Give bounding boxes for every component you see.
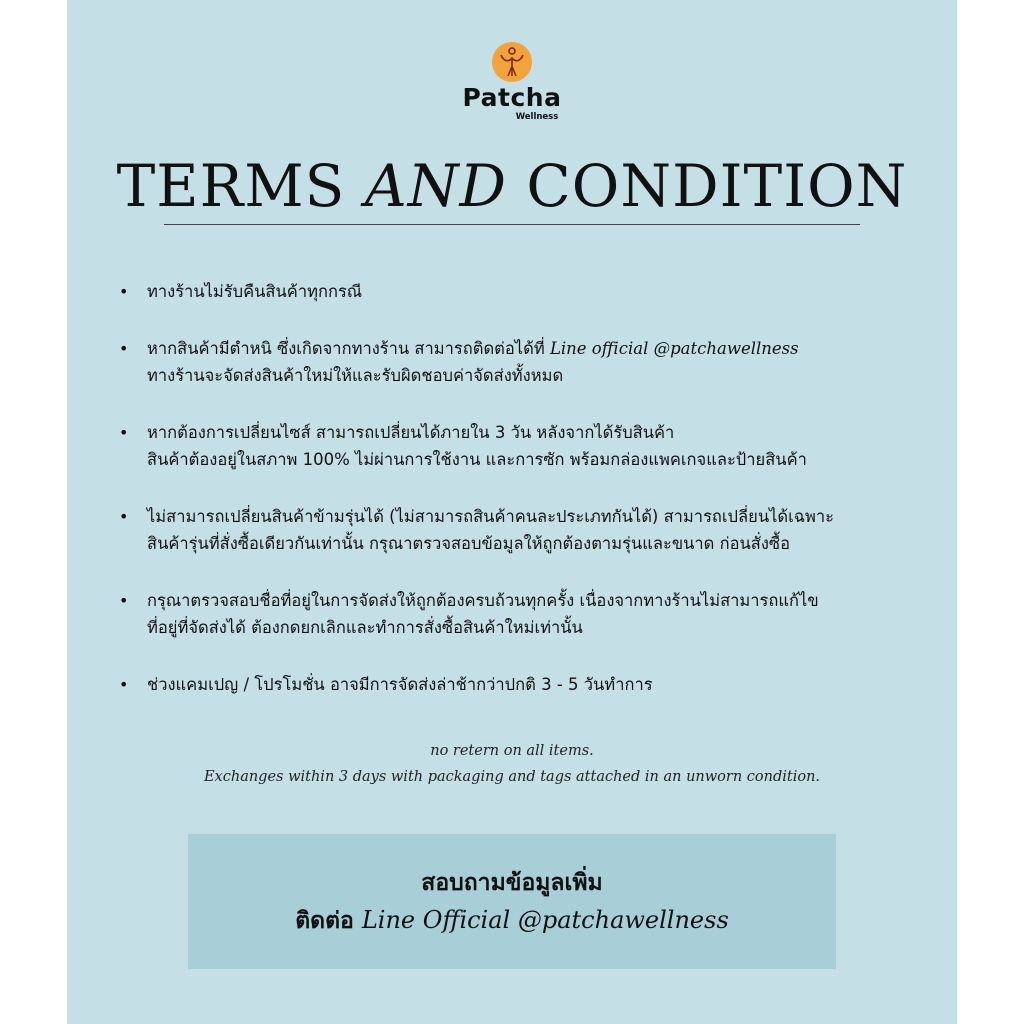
bullet-icon: • <box>119 591 129 610</box>
title-part3: CONDITION <box>506 152 908 220</box>
list-item <box>115 503 935 557</box>
item-line: ทางร้านจะจัดส่งสินค้าใหม่ให้และรับผิดชอบค่าจัดส่งทั้งหมด <box>147 366 564 385</box>
brand-name: Patcha <box>462 83 562 112</box>
person-arms-up-icon <box>492 42 532 82</box>
list-item <box>115 335 935 389</box>
line-official-link: Line official @patchawellness <box>549 339 799 358</box>
title-part2: AND <box>364 152 507 220</box>
contact-heading: สอบถามข้อมูลเพิ่ม <box>421 870 603 896</box>
bullet-icon: • <box>119 507 129 526</box>
item-line: กรุณาตรวจสอบชื่อที่อยู่ในการจัดส่งให้ถูกต้องครบถ้วนทุกครั้ง เนื่องจากทางร้านไม่สามารถแก้ไข <box>147 591 819 610</box>
brand-sub: Wellness <box>515 112 559 122</box>
note-line: Exchanges within 3 days with packaging and tags attached in an unworn condition. <box>203 769 821 785</box>
terms-list <box>115 278 935 728</box>
contact-box <box>188 834 836 969</box>
title-divider <box>164 224 860 225</box>
list-item <box>115 278 935 305</box>
contact-line-official: Line Official @patchawellness <box>361 906 729 934</box>
item-line: ที่อยู่ที่จัดส่งได้ ต้องกดยกเลิกและทำการสั่งซื้อสินค้าใหม่เท่านั้น <box>147 618 583 637</box>
list-item <box>115 671 935 698</box>
title-part1: TERMS <box>116 152 365 220</box>
bullet-icon: • <box>119 423 129 442</box>
item-line: สินค้าต้องอยู่ในสภาพ 100% ไม่ผ่านการใช้งาน และการซัก พร้อมกล่องแพคเกจและป้ายสินค้า <box>147 450 807 469</box>
note-line: no retern on all items. <box>430 743 594 759</box>
list-item <box>115 587 935 641</box>
bullet-icon: • <box>119 675 129 694</box>
item-line: สินค้ารุ่นที่สั่งซื้อเดียวกันเท่านั้น กรุณาตรวจสอบข้อมูลให้ถูกต้องตามรุ่นและขนาด ก่อนสั่งซื้อ <box>147 534 791 553</box>
contact-prefix: ติดต่อ <box>295 908 362 934</box>
bullet-icon: • <box>119 339 129 358</box>
item-line <box>147 335 935 362</box>
list-item <box>115 419 935 473</box>
item-line: ทางร้านไม่รับคืนสินค้าทุกกรณี <box>147 282 363 301</box>
english-note <box>67 738 957 790</box>
item-line-text: หากสินค้ามีตำหนิ ซึ่งเกิดจากทางร้าน สามารถติดต่อได้ที่ <box>147 339 550 358</box>
bullet-icon: • <box>119 282 129 301</box>
contact-line <box>188 902 836 939</box>
page-title <box>67 148 957 224</box>
brand-logo <box>67 42 957 122</box>
terms-panel <box>67 0 957 1024</box>
item-line: หากต้องการเปลี่ยนไซส์ สามารถเปลี่ยนได้ภายใน 3 วัน หลังจากได้รับสินค้า <box>147 423 675 442</box>
item-line: ช่วงแคมเปญ / โปรโมชั่น อาจมีการจัดส่งล่าช้ากว่าปกติ 3 - 5 วันทำการ <box>147 675 653 694</box>
item-line: ไม่สามารถเปลี่ยนสินค้าข้ามรุ่นได้ (ไม่สามารถสินค้าคนละประเภทกันได้) สามารถเปลี่ยนได้เฉพาะ <box>147 507 834 526</box>
